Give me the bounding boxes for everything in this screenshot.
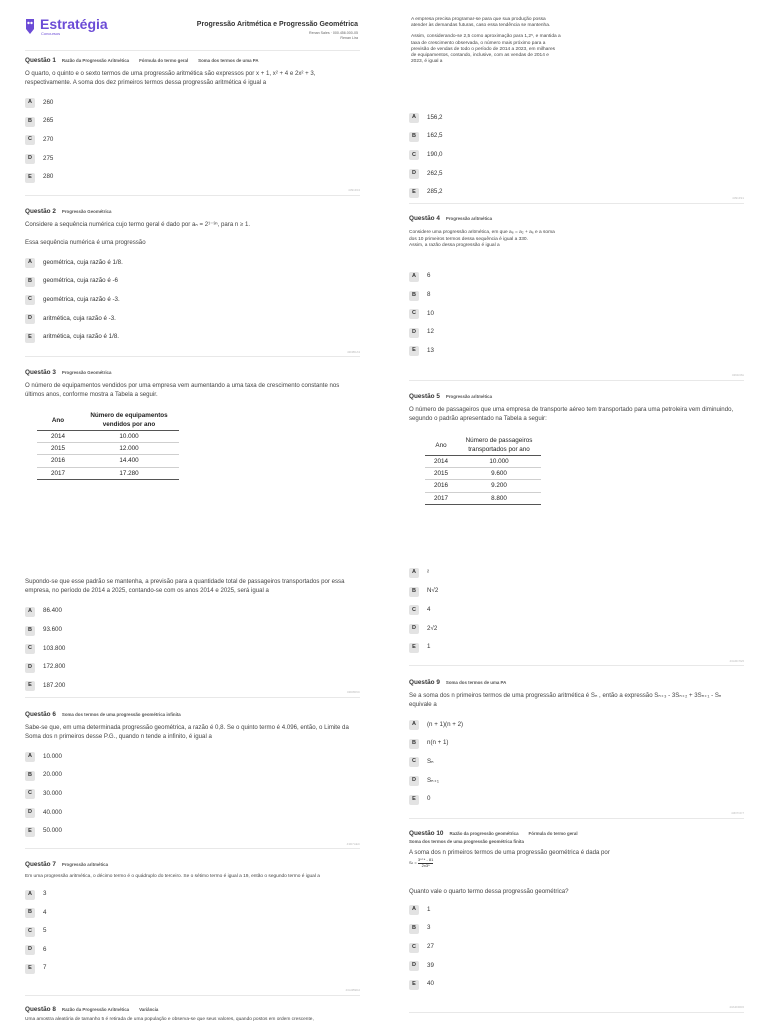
option-c[interactable]: C 5 bbox=[25, 922, 360, 941]
question-text: A soma dos n primeiros termos de uma progressão geométrica é dada por bbox=[409, 848, 610, 856]
option-b[interactable]: B N√2 bbox=[409, 583, 744, 602]
question-tag[interactable]: Progressão aritmética bbox=[445, 216, 493, 221]
table-header: Número de passageiros transportados por ano bbox=[457, 435, 541, 456]
option-d[interactable]: D aritmética, cuja razão é -3. bbox=[25, 310, 360, 329]
table-row: 2016 14.400 bbox=[37, 455, 179, 467]
question-code: 4391F04 bbox=[348, 188, 360, 192]
option-d[interactable]: D 12 bbox=[409, 323, 744, 342]
question-3-continuation bbox=[411, 17, 561, 66]
question-tag[interactable]: Razão da Progressão Aritmética bbox=[61, 58, 130, 63]
question-tag[interactable]: Soma dos termos de uma PA bbox=[445, 680, 507, 685]
option-e[interactable]: E aritmética, cuja razão é 1/8. bbox=[25, 328, 360, 347]
question-title: Questão 8 bbox=[25, 1006, 56, 1013]
table-row: 2016 9.200 bbox=[425, 480, 541, 492]
option-b[interactable]: B 93.600 bbox=[25, 621, 360, 640]
option-c[interactable]: C Sₙ bbox=[409, 753, 744, 772]
question-divider bbox=[409, 380, 744, 381]
option-b[interactable]: B 8 bbox=[409, 286, 744, 305]
option-a[interactable]: A 1 bbox=[409, 901, 744, 920]
question-text: O número de equipamentos vendidos por uma empresa vem aumentando a uma taxa de crescimento constante nos últimos anos, conforme mostra a Tabela a seguir. bbox=[25, 382, 340, 399]
question-tag[interactable]: Progressão aritmética bbox=[445, 394, 493, 399]
option-c[interactable]: C 4 bbox=[409, 601, 744, 620]
option-b[interactable]: B 4 bbox=[25, 904, 360, 923]
option-e[interactable]: E 0 bbox=[409, 790, 744, 809]
question-title: Questão 6 bbox=[25, 711, 56, 718]
question-options-fragment bbox=[409, 558, 744, 657]
option-e[interactable]: E 50.000 bbox=[25, 822, 360, 841]
option-a[interactable]: A 86.400 bbox=[25, 603, 360, 622]
option-a[interactable]: A 6 bbox=[409, 268, 744, 287]
option-e[interactable]: E 1 bbox=[409, 638, 744, 657]
option-a[interactable]: A geométrica, cuja razão é 1/8. bbox=[25, 254, 360, 273]
brand-name: Estratégia bbox=[40, 16, 108, 32]
question-tag[interactable]: Razão da Progressão Aritmética bbox=[61, 1007, 130, 1012]
question-text: Considere uma progressão aritmética, em que a₈ = a₂ + a₆ e a soma dos 10 primeiros termos dessa sequência é igual a 330. bbox=[409, 230, 555, 242]
options-list bbox=[409, 716, 744, 809]
question-tag[interactable]: Variância bbox=[139, 1007, 159, 1012]
question-prompt: Supondo-se que esse padrão se mantenha, a previsão para a quantidade total de passageiros transportados por essa empresa, no período de 2014 a 2025, contando-se com os anos 2014 e 2025, será igual a bbox=[25, 578, 345, 594]
option-c[interactable]: C 103.800 bbox=[25, 640, 360, 659]
option-c[interactable]: C 10 bbox=[409, 305, 744, 324]
option-d[interactable]: D 40.000 bbox=[25, 804, 360, 823]
question-9 bbox=[409, 678, 744, 809]
option-a[interactable]: A ² bbox=[409, 564, 744, 583]
question-text: Em uma progressão aritmética, o décimo termo é o quádruplo do terceiro. Se o sétimo termo é igual a 19, então o segundo termo é igual a bbox=[25, 874, 320, 880]
option-d[interactable]: D 275 bbox=[25, 150, 360, 169]
option-a[interactable]: A 156,2 bbox=[409, 109, 744, 128]
header-divider bbox=[25, 50, 360, 51]
question-tag[interactable]: Fórmula do termo geral bbox=[139, 58, 189, 63]
option-a[interactable]: A 10.000 bbox=[25, 748, 360, 767]
option-b[interactable]: B 162,5 bbox=[409, 128, 744, 147]
option-d[interactable]: D 172.800 bbox=[25, 658, 360, 677]
question-text: O número de passageiros que uma empresa de transporte aéreo tem transportado para uma petroleira vem diminuindo, segundo o padrão apresentado na Tabela a seguir: bbox=[409, 406, 734, 423]
table-row: 2015 12.000 bbox=[37, 443, 179, 455]
question-5 bbox=[409, 392, 744, 505]
option-c[interactable]: C 190,0 bbox=[409, 146, 744, 165]
option-d[interactable]: D Sₙ₊₁ bbox=[409, 772, 744, 791]
option-d[interactable]: D 6 bbox=[25, 941, 360, 960]
question-text: Sabe-se que, em uma determinada progressão geométrica, a razão é 0,8. Se o quinto termo é 4.096, então, o Limite da Soma dos n primeiros desse P.G., quando n tende a infinito, é igual a bbox=[25, 724, 349, 741]
question-divider bbox=[25, 848, 360, 849]
question-7 bbox=[25, 860, 360, 978]
option-d[interactable]: D 262,5 bbox=[409, 165, 744, 184]
question-text: Uma amostra aleatória de tamanho 5 é retirada de uma população e observa-se que seus valores, quando postos em ordem crescente, bbox=[25, 1017, 314, 1023]
table-row: 2014 10.000 bbox=[37, 431, 179, 443]
option-e[interactable]: E 285,2 bbox=[409, 183, 744, 202]
question-1 bbox=[25, 56, 360, 187]
document-title: Progressão Aritmética e Progressão Geométrica bbox=[196, 21, 358, 28]
table-header: Ano bbox=[425, 435, 457, 456]
table-header: Número de equipamentos vendidos por ano bbox=[79, 410, 179, 431]
question-text: Se a soma dos n primeiros termos de uma progressão aritmética é Sₙ , então a expressão Sₙ₊₃ - 3Sₙ₊₂ + 3Sₙ₊₁ - Sₙ equivale a bbox=[409, 692, 722, 709]
option-b[interactable]: B 265 bbox=[25, 113, 360, 132]
option-b[interactable]: B 3 bbox=[409, 920, 744, 939]
option-a[interactable]: A 3 bbox=[25, 885, 360, 904]
question-text: Considere a sequência numérica cujo termo geral é dado por aₙ = 2¹⁻³ⁿ, para n ≥ 1. bbox=[25, 221, 251, 229]
option-c[interactable]: C 270 bbox=[25, 131, 360, 150]
question-code: 43D7CF7 bbox=[731, 811, 744, 815]
question-divider bbox=[409, 1012, 744, 1013]
question-tag[interactable]: Razão da progressão geométrica bbox=[449, 831, 519, 836]
option-b[interactable]: B n(n + 1) bbox=[409, 735, 744, 754]
question-divider bbox=[409, 203, 744, 204]
question-title: Questão 7 bbox=[25, 861, 56, 868]
option-b[interactable]: B geométrica, cuja razão é -6 bbox=[25, 273, 360, 292]
table-row: 2017 17.280 bbox=[37, 467, 179, 479]
question-divider bbox=[25, 195, 360, 196]
question-code: 43D8D9C bbox=[346, 690, 360, 694]
question-4 bbox=[409, 214, 744, 361]
question-code: 4391F91 bbox=[732, 196, 744, 200]
question-8 bbox=[25, 1005, 360, 1024]
question-tag[interactable]: Soma dos termos de uma progressão geométrica finita bbox=[409, 839, 524, 845]
question-title: Questão 10 bbox=[409, 830, 444, 837]
question-title: Questão 3 bbox=[25, 369, 56, 376]
question-3-continuation-options bbox=[409, 103, 744, 202]
table-row: 2017 8.800 bbox=[425, 492, 541, 504]
table-row: 2014 10.000 bbox=[425, 456, 541, 468]
question-prompt: Quanto vale o quarto termo dessa progressão geométrica? bbox=[409, 888, 569, 896]
question-3-continued bbox=[25, 573, 360, 696]
option-c[interactable]: C geométrica, cuja razão é -3. bbox=[25, 291, 360, 310]
options-list bbox=[25, 885, 360, 978]
option-e[interactable]: E 187.200 bbox=[25, 677, 360, 696]
question-prompt: Essa sequência numérica é uma progressão bbox=[25, 239, 146, 247]
question-title: Questão 9 bbox=[409, 679, 440, 686]
question-title: Questão 1 bbox=[25, 57, 56, 64]
options-list bbox=[25, 254, 360, 347]
question-6 bbox=[25, 710, 360, 841]
data-table bbox=[425, 435, 541, 505]
question-code: 43A4B9Dd bbox=[345, 988, 360, 992]
data-table bbox=[37, 410, 179, 480]
options-list bbox=[409, 564, 744, 657]
question-code: 43D8DA3 bbox=[346, 350, 360, 354]
question-code: 43A9C7E5 bbox=[729, 659, 744, 663]
question-divider bbox=[409, 665, 744, 666]
question-title: Questão 5 bbox=[409, 393, 440, 400]
question-code: 43D7AEC bbox=[346, 842, 360, 846]
brand-subtitle: Concursos bbox=[41, 31, 61, 36]
table-row: 2015 9.600 bbox=[425, 468, 541, 480]
options-list bbox=[25, 603, 360, 696]
option-d[interactable]: D 39 bbox=[409, 957, 744, 976]
question-code: 4391F8A bbox=[731, 373, 744, 377]
options-list bbox=[409, 268, 744, 361]
question-divider bbox=[25, 697, 360, 698]
question-title: Questão 4 bbox=[409, 215, 440, 222]
option-d[interactable]: D 2√2 bbox=[409, 620, 744, 639]
question-tag[interactable]: Progressão aritmética bbox=[61, 862, 109, 867]
question-3 bbox=[25, 368, 360, 480]
options-list bbox=[409, 109, 744, 202]
option-e[interactable]: E 280 bbox=[25, 168, 360, 187]
question-tag[interactable]: Fórmula do termo geral bbox=[528, 831, 578, 836]
options-list bbox=[25, 748, 360, 841]
document-meta: Renan Sales · 000.456.000-05 Renan Lira bbox=[309, 31, 358, 40]
option-e[interactable]: E 7 bbox=[25, 960, 360, 979]
question-prompt: Assim, a razão dessa progressão é igual a bbox=[409, 243, 500, 249]
question-divider bbox=[25, 356, 360, 357]
brand-logo bbox=[25, 17, 108, 37]
question-code: 43A3D0D6 bbox=[729, 1005, 744, 1009]
question-10 bbox=[409, 829, 744, 994]
options-list bbox=[25, 94, 360, 187]
option-a[interactable]: A (n + 1)(n + 2) bbox=[409, 716, 744, 735]
owl-logo-icon bbox=[25, 18, 35, 35]
question-tag[interactable]: Soma dos termos de uma progressão geométrica infinita bbox=[61, 712, 181, 717]
question-prompt: Assim, considerando-se 2,5 como aproximação para 1,2⁵, e mantida a taxa de crescimento observada, o número mais próximo para a previsão de vendas de todo o período de 2014 a 2023, em milhares de equipamentos, contando, inclusive, com as vendas de 2014 e 2023, é igual a bbox=[411, 34, 561, 65]
option-e[interactable]: E 13 bbox=[409, 342, 744, 361]
question-tag[interactable]: Progressão Geométrica bbox=[61, 370, 112, 375]
options-list bbox=[409, 901, 744, 994]
option-e[interactable]: E 40 bbox=[409, 975, 744, 994]
question-divider bbox=[409, 818, 744, 819]
question-tag[interactable]: Progressão Geométrica bbox=[61, 209, 112, 214]
option-c[interactable]: C 30.000 bbox=[25, 785, 360, 804]
option-c[interactable]: C 27 bbox=[409, 938, 744, 957]
question-text: O quarto, o quinto e o sexto termos de uma progressão aritmética são expressos por x + 1, x² + 4 e 2x² + 3, respectivamente. A soma dos dez primeiros termos dessa progressão aritmética é igual a bbox=[25, 70, 316, 87]
table-header: Ano bbox=[37, 410, 79, 431]
option-a[interactable]: A 260 bbox=[25, 94, 360, 113]
question-text: A empresa precisa programar-se para que sua produção possa atender às demandas futuras, caso essa tendência se mantenha. bbox=[411, 17, 551, 29]
option-b[interactable]: B 20.000 bbox=[25, 767, 360, 786]
formula: Sₙ = $\frac{\text{3ⁿ⁺⁴ - 81}}{\text{2x3ⁿ}}$ bbox=[409, 857, 434, 868]
question-divider bbox=[25, 995, 360, 996]
question-title: Questão 2 bbox=[25, 208, 56, 215]
question-2 bbox=[25, 207, 360, 347]
question-tag[interactable]: Soma dos termos de uma PA bbox=[198, 58, 259, 63]
